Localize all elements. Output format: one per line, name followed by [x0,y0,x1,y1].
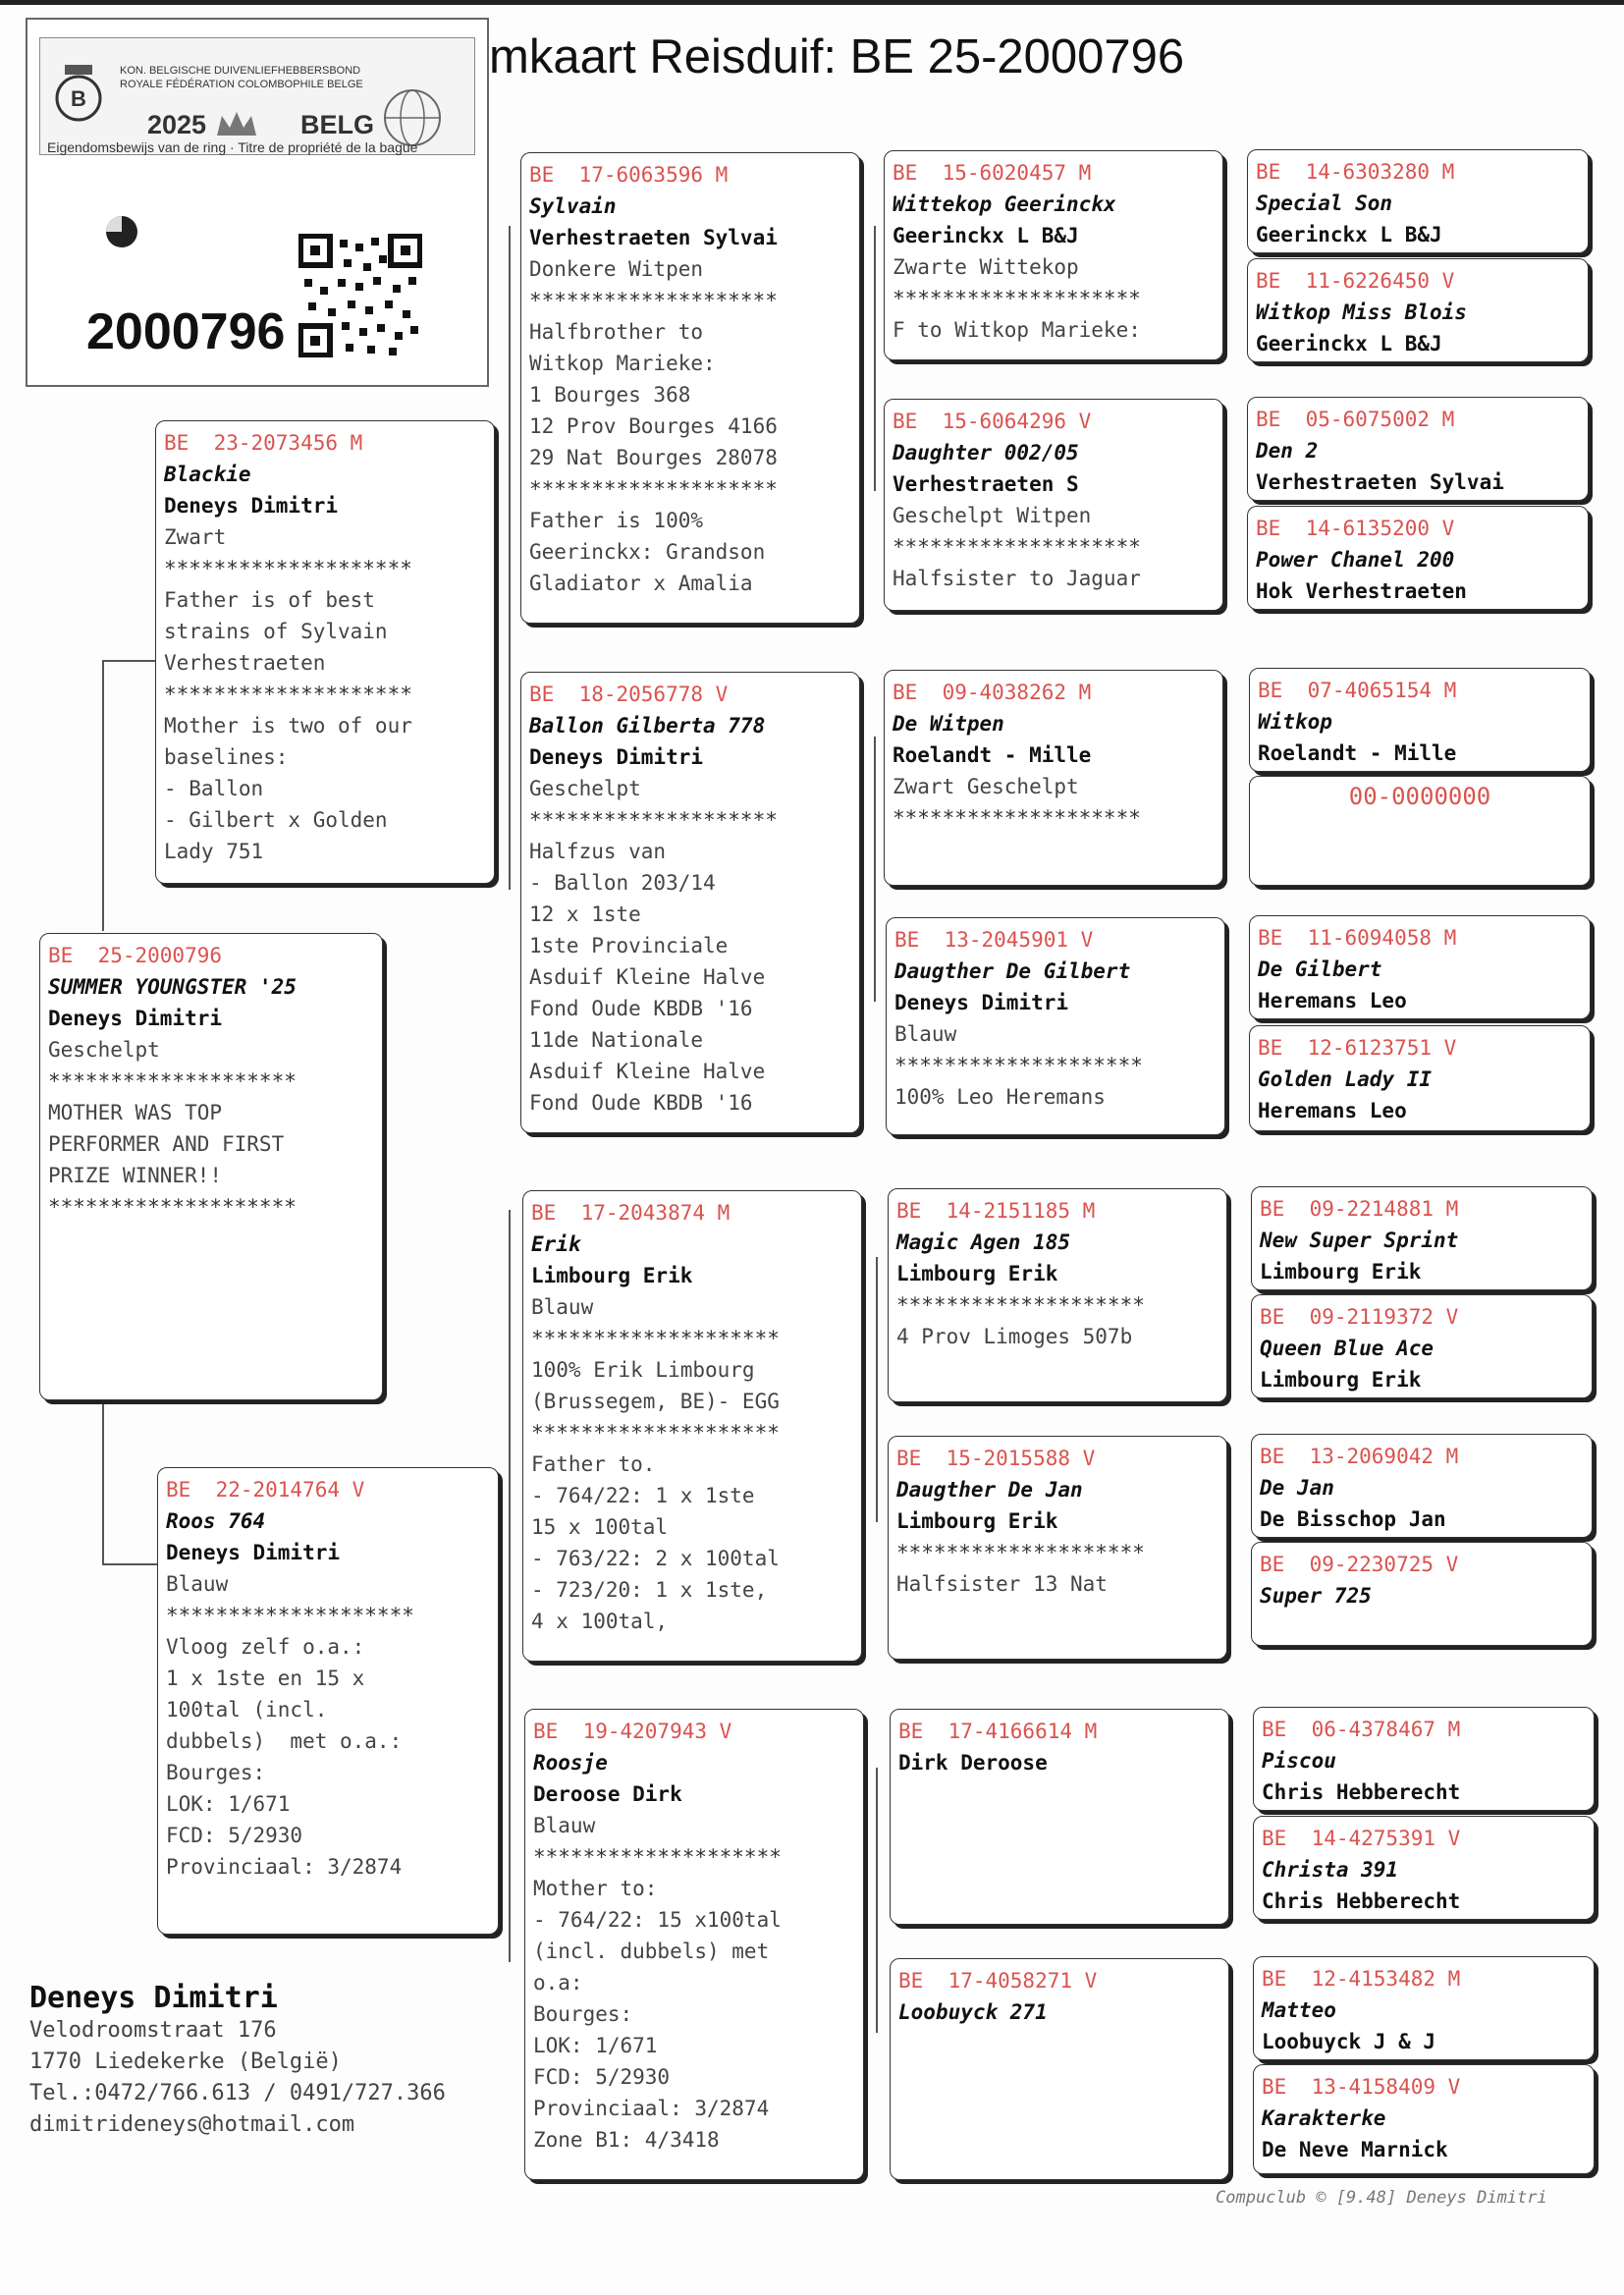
connector-line [876,1768,878,2033]
pigeon-name: Ballon Gilberta 778 [529,714,766,738]
info-line: (incl. dubbels) met [533,1940,770,1963]
info-line: - 763/22: 2 x 100tal [531,1547,780,1570]
info-line: 29 Nat Bourges 28078 [529,446,778,469]
pigeon-owner: Deroose Dirk [533,1782,682,1806]
info-line: 4 x 100tal, [531,1610,669,1633]
pigeon-name: Super 725 [1260,1584,1372,1608]
ring-number: BE 09-4038262 M [893,681,1092,704]
pigeon-owner: De Neve Marnick [1262,2138,1448,2161]
pigeon-name: Matteo [1262,1998,1336,2022]
pigeon-card-grandparent [520,152,860,624]
pigeon-name: Witkop Miss Blois [1256,301,1467,324]
info-line: 1 x 1ste en 15 x [166,1667,365,1690]
info-line: Asduif Kleine Halve [529,1060,766,1083]
pigeon-name: De Witpen [893,712,1004,736]
owner-contact [29,1981,446,2141]
pigeon-name: Blackie [164,463,251,486]
pigeon-card-ggg [1247,258,1589,362]
pigeon-card-ggg [1251,1294,1593,1398]
federation-name-nl: KON. BELGISCHE DUIVENLIEFHEBBERSBOND [120,65,361,77]
ring-number: BE 09-2214881 M [1260,1197,1459,1221]
pigeon-name: Queen Blue Ace [1260,1337,1435,1360]
pigeon-owner: Limbourg Erik [1260,1260,1422,1284]
pigeon-name: Daughter 002/05 [893,441,1079,464]
pigeon-name: Wittekop Geerinckx [893,192,1116,216]
pigeon-card-ggg [1247,506,1589,610]
pigeon-card-great-grandparent [890,1958,1229,2180]
top-border-line [0,0,1624,5]
pigeon-name: Magic Agen 185 [896,1230,1071,1254]
info-line: ******************** [164,683,412,706]
pigeon-owner: Chris Hebberecht [1262,1780,1461,1804]
pigeon-card-great-grandparent [888,1188,1227,1402]
ring-ownership-label [26,18,489,387]
pigeon-card-ggg [1253,1707,1595,1811]
pigeon-name: SUMMER YOUNGSTER '25 [48,975,297,999]
pigeon-name: Special Son [1256,191,1393,215]
info-line: Halfsister to Jaguar [893,567,1141,590]
pigeon-card-ggg [1247,397,1589,501]
info-line: Bourges: [533,2002,633,2026]
ring-number: BE 13-2069042 M [1260,1445,1459,1468]
pigeon-card-great-grandparent [884,399,1223,611]
pigeon-owner: Limbourg Erik [896,1509,1058,1533]
ring-number: BE 22-2014764 V [166,1478,365,1502]
info-line: ******************** [893,287,1141,310]
pigeon-card-great-grandparent [884,150,1223,360]
info-line: Bourges: [166,1761,266,1784]
ring-number: BE 25-2000796 [48,944,223,967]
pigeon-owner: Dirk Deroose [898,1751,1048,1775]
ring-number: BE 09-2230725 V [1260,1553,1459,1576]
info-line: Zwarte Wittekop [893,255,1079,279]
info-line: ******************** [529,289,778,312]
info-line: Father is of best [164,588,375,612]
pigeon-owner: Deneys Dimitri [164,494,339,518]
info-line: ******************** [893,806,1141,830]
info-line: 100% Leo Heremans [894,1085,1106,1109]
owner-phone: Tel.:0472/766.613 / 0491/727.366 [29,2081,446,2105]
pigeon-owner: Verhestraeten Sylvai [1256,470,1504,494]
pigeon-card-ggg [1249,915,1591,1019]
ring-number: BE 19-4207943 V [533,1720,732,1743]
info-line: 12 x 1ste [529,902,641,926]
info-line: Blauw [894,1022,957,1046]
info-line: Fond Oude KBDB '16 [529,1091,753,1115]
info-line: 100tal (incl. [166,1698,328,1721]
pigeon-name: De Gilbert [1258,957,1382,981]
pigeon-card-ggg [1253,1956,1595,2060]
pigeon-name: Sylvain [529,194,617,218]
pigeon-card-great-grandparent [886,917,1225,1135]
pigeon-owner: Deneys Dimitri [166,1541,341,1564]
info-line: ******************** [896,1541,1145,1564]
info-line: Mother to: [533,1877,658,1900]
crown-icon [212,108,261,141]
info-line: Geschelpt Witpen [893,504,1092,527]
info-line: MOTHER WAS TOP [48,1101,223,1124]
info-line: - 764/22: 15 x100tal [533,1908,782,1932]
info-line: - 764/22: 1 x 1ste [531,1484,755,1507]
ring-number: BE 07-4065154 M [1258,679,1457,702]
pigeon-card-grandparent [522,1190,862,1662]
info-line: Father is 100% [529,509,704,532]
pigeon-name: Erik [531,1232,581,1256]
federation-name-fr: ROYALE FÉDÉRATION COLOMBOPHILE BELGE [120,79,363,90]
pigeon-card-grandparent [520,672,860,1133]
pigeon-owner: Limbourg Erik [1260,1368,1422,1392]
connector-line [509,226,511,890]
info-line: 100% Erik Limbourg [531,1358,755,1382]
pigeon-card-subject [39,933,383,1400]
info-line: baselines: [164,745,289,769]
pigeon-card-ggg [1251,1434,1593,1538]
ring-number: BE 17-2043874 M [531,1201,731,1225]
pigeon-owner: Chris Hebberecht [1262,1889,1461,1913]
info-line: 1 Bourges 368 [529,383,691,407]
info-line: Geerinckx: Grandson [529,540,766,564]
ring-number: BE 12-6123751 V [1258,1036,1457,1060]
info-line: 1ste Provinciale [529,934,729,957]
ring-number: BE 17-4058271 V [898,1969,1098,1993]
ring-number: BE 05-6075002 M [1256,408,1455,431]
ownership-text: Eigendomsbewijs van de ring · Titre de propriété de la bague [47,139,418,155]
pigeon-card-great-grandparent [888,1436,1227,1660]
info-line: Halfbrother to [529,320,704,344]
pigeon-owner: Verhestraeten Sylvai [529,226,778,249]
info-line: dubbels) met o.a.: [166,1729,403,1753]
info-line: FCD: 5/2930 [533,2065,671,2089]
info-line: ******************** [893,535,1141,559]
info-line: ******************** [531,1421,780,1445]
ring-number: 2000796 [86,303,286,360]
info-line: ******************** [529,477,778,501]
info-line: PRIZE WINNER!! [48,1164,223,1187]
pigeon-card-ggg [1251,1542,1593,1646]
info-line: 15 x 100tal [531,1515,669,1539]
pigeon-owner: De Bisschop Jan [1260,1507,1446,1531]
connector-line [509,1210,511,1962]
ring-number: BE 11-6226450 V [1256,269,1455,293]
ring-number: BE 13-2045901 V [894,928,1094,952]
info-line: Lady 751 [164,840,264,863]
connector-line [102,660,104,931]
pigeon-card-ggg [1253,2064,1595,2174]
info-line: Donkere Witpen [529,257,704,281]
connector-line [874,737,876,1002]
info-line: LOK: 1/671 [166,1792,291,1816]
info-line: ******************** [166,1604,414,1627]
info-line: Halfzus van [529,840,667,863]
pigeon-owner: Geerinckx L B&J [893,224,1079,247]
info-line: ******************** [896,1293,1145,1317]
ring-year: 2025 [147,110,207,139]
pigeon-owner: Geerinckx L B&J [1256,223,1442,246]
info-line: Zwart [164,525,227,549]
info-line: Asduif Kleine Halve [529,965,766,989]
ring-number: BE 09-2119372 V [1260,1305,1459,1329]
pigeon-card-grandparent [524,1709,864,2180]
pigeon-owner: Verhestraeten S [893,472,1079,496]
ring-number: BE 15-2015588 V [896,1447,1096,1470]
ring-number: BE 15-6064296 V [893,410,1092,433]
info-line: Gladiator x Amalia [529,572,753,595]
ring-number: BE 15-6020457 M [893,161,1092,185]
info-line: Verhestraeten [164,651,326,675]
pigeon-owner: Hok Verhestraeten [1256,579,1467,603]
connector-line [876,1257,878,1522]
pigeon-owner: Deneys Dimitri [529,745,704,769]
ring-country: BELG [300,110,375,139]
info-line: F to Witkop Marieke: [893,318,1141,342]
pigeon-name: Daugther De Gilbert [894,959,1131,983]
info-line: o.a: [533,1971,583,1994]
owner-email[interactable]: dimitrideneys@hotmail.com [29,2112,355,2137]
pigeon-owner: Roelandt - Mille [1258,741,1457,765]
info-line: ******************** [164,557,412,580]
pigeon-owner: Deneys Dimitri [48,1007,223,1030]
software-footer: Compuclub © [9.48] Deneys Dimitri [1216,2188,1547,2208]
pigeon-card-great-grandparent [890,1709,1229,1925]
info-line: ******************** [48,1195,297,1219]
info-line: Father to. [531,1452,656,1476]
pigeon-name: Golden Lady II [1258,1067,1433,1091]
pigeon-card-ggg [1251,1186,1593,1290]
ring-number: BE 23-2073456 M [164,431,363,455]
info-line: 12 Prov Bourges 4166 [529,414,778,438]
qr-code-icon [298,234,422,357]
info-line: Zwart Geschelpt [893,775,1079,798]
info-line: ******************** [531,1327,780,1350]
pigeon-name: Witkop [1258,710,1332,734]
ring-number: BE 12-4153482 M [1262,1967,1461,1991]
pigeon-card-ggg [1253,1816,1595,1920]
ring-number: 00-0000000 [1348,783,1491,810]
owner-name: Deneys Dimitri [29,1981,278,2015]
page-title: mkaart Reisduif: BE 25-2000796 [489,30,1185,83]
hologram-dot-icon [102,212,141,251]
info-line: (Brussegem, BE)- EGG [531,1390,780,1413]
ring-number: BE 11-6094058 M [1258,926,1457,950]
ring-number: BE 17-6063596 M [529,163,729,187]
info-line: - 723/20: 1 x 1ste, [531,1578,768,1602]
pigeon-card-mother [157,1467,499,1935]
ring-number: BE 18-2056778 V [529,683,729,706]
connector-line [102,1563,157,1565]
ring-number: BE 14-4275391 V [1262,1827,1461,1850]
info-line: 4 Prov Limoges 507b [896,1325,1133,1348]
pigeon-owner: Heremans Leo [1258,989,1407,1012]
owner-street: Velodroomstraat 176 [29,2018,277,2043]
ring-number: BE 13-4158409 V [1262,2075,1461,2099]
info-line: Geschelpt [48,1038,160,1062]
info-line: Halfsister 13 Nat [896,1572,1108,1596]
ring-number: BE 14-2151185 M [896,1199,1096,1223]
pigeon-name: Loobuyck 271 [898,2000,1048,2024]
info-line: Provinciaal: 3/2874 [166,1855,403,1879]
owner-city: 1770 Liedekerke (België) [29,2049,342,2074]
svg-text:B: B [71,86,86,111]
ring-number: BE 14-6303280 M [1256,160,1455,184]
pigeon-owner: Deneys Dimitri [894,991,1069,1014]
connector-line [102,1385,104,1563]
info-line: Blauw [531,1295,594,1319]
info-line: FCD: 5/2930 [166,1824,303,1847]
pigeon-name: Power Chanel 200 [1256,548,1455,572]
pigeon-owner: Loobuyck J & J [1262,2030,1436,2053]
info-line: - Gilbert x Golden [164,808,388,832]
pigeon-owner: Heremans Leo [1258,1099,1407,1122]
federation-logo-icon [53,59,112,128]
pigeon-owner: Limbourg Erik [896,1262,1058,1285]
pigeon-name: Daugther De Jan [896,1478,1083,1502]
pigeon-owner: Limbourg Erik [531,1264,693,1287]
info-line: 11de Nationale [529,1028,704,1052]
connector-line [102,660,155,662]
pigeon-name: De Jan [1260,1476,1334,1500]
pigeon-card-ggg [1249,776,1591,886]
ring-number: BE 06-4378467 M [1262,1718,1461,1741]
info-line: - Ballon [164,777,264,800]
info-line: Mother is two of our [164,714,412,738]
info-line: Fond Oude KBDB '16 [529,997,753,1020]
pigeon-owner: Roelandt - Mille [893,743,1092,767]
connector-line [874,226,876,491]
pigeon-name: New Super Sprint [1260,1229,1459,1252]
pigeon-card-father [155,420,495,884]
info-line: ******************** [48,1069,297,1093]
pigeon-name: Christa 391 [1262,1858,1399,1882]
pigeon-owner: Geerinckx L B&J [1256,332,1442,355]
pigeon-card-ggg [1249,1025,1591,1131]
info-line: Blauw [533,1814,596,1837]
info-line: LOK: 1/671 [533,2034,658,2057]
info-line: ******************** [894,1054,1143,1077]
info-line: ******************** [529,808,778,832]
pigeon-card-ggg [1247,149,1589,253]
pigeon-name: Roos 764 [166,1509,266,1533]
info-line: ******************** [533,1845,782,1869]
pigeon-name: Karakterke [1262,2106,1386,2130]
ring-number: BE 14-6135200 V [1256,517,1455,540]
pigeon-name: Roosje [533,1751,608,1775]
pigeon-card-great-grandparent [884,670,1223,886]
info-line: Blauw [166,1572,229,1596]
info-line: Geschelpt [529,777,641,800]
info-line: strains of Sylvain [164,620,388,643]
pigeon-card-ggg [1249,668,1591,772]
info-line: - Ballon 203/14 [529,871,716,895]
info-line: Zone B1: 4/3418 [533,2128,720,2152]
info-line: Witkop Marieke: [529,352,716,375]
ring-number: BE 17-4166614 M [898,1720,1098,1743]
pigeon-name: Den 2 [1256,439,1319,463]
info-line: Vloog zelf o.a.: [166,1635,365,1659]
info-line: PERFORMER AND FIRST [48,1132,285,1156]
pigeon-name: Piscou [1262,1749,1336,1773]
info-line: Provinciaal: 3/2874 [533,2097,770,2120]
